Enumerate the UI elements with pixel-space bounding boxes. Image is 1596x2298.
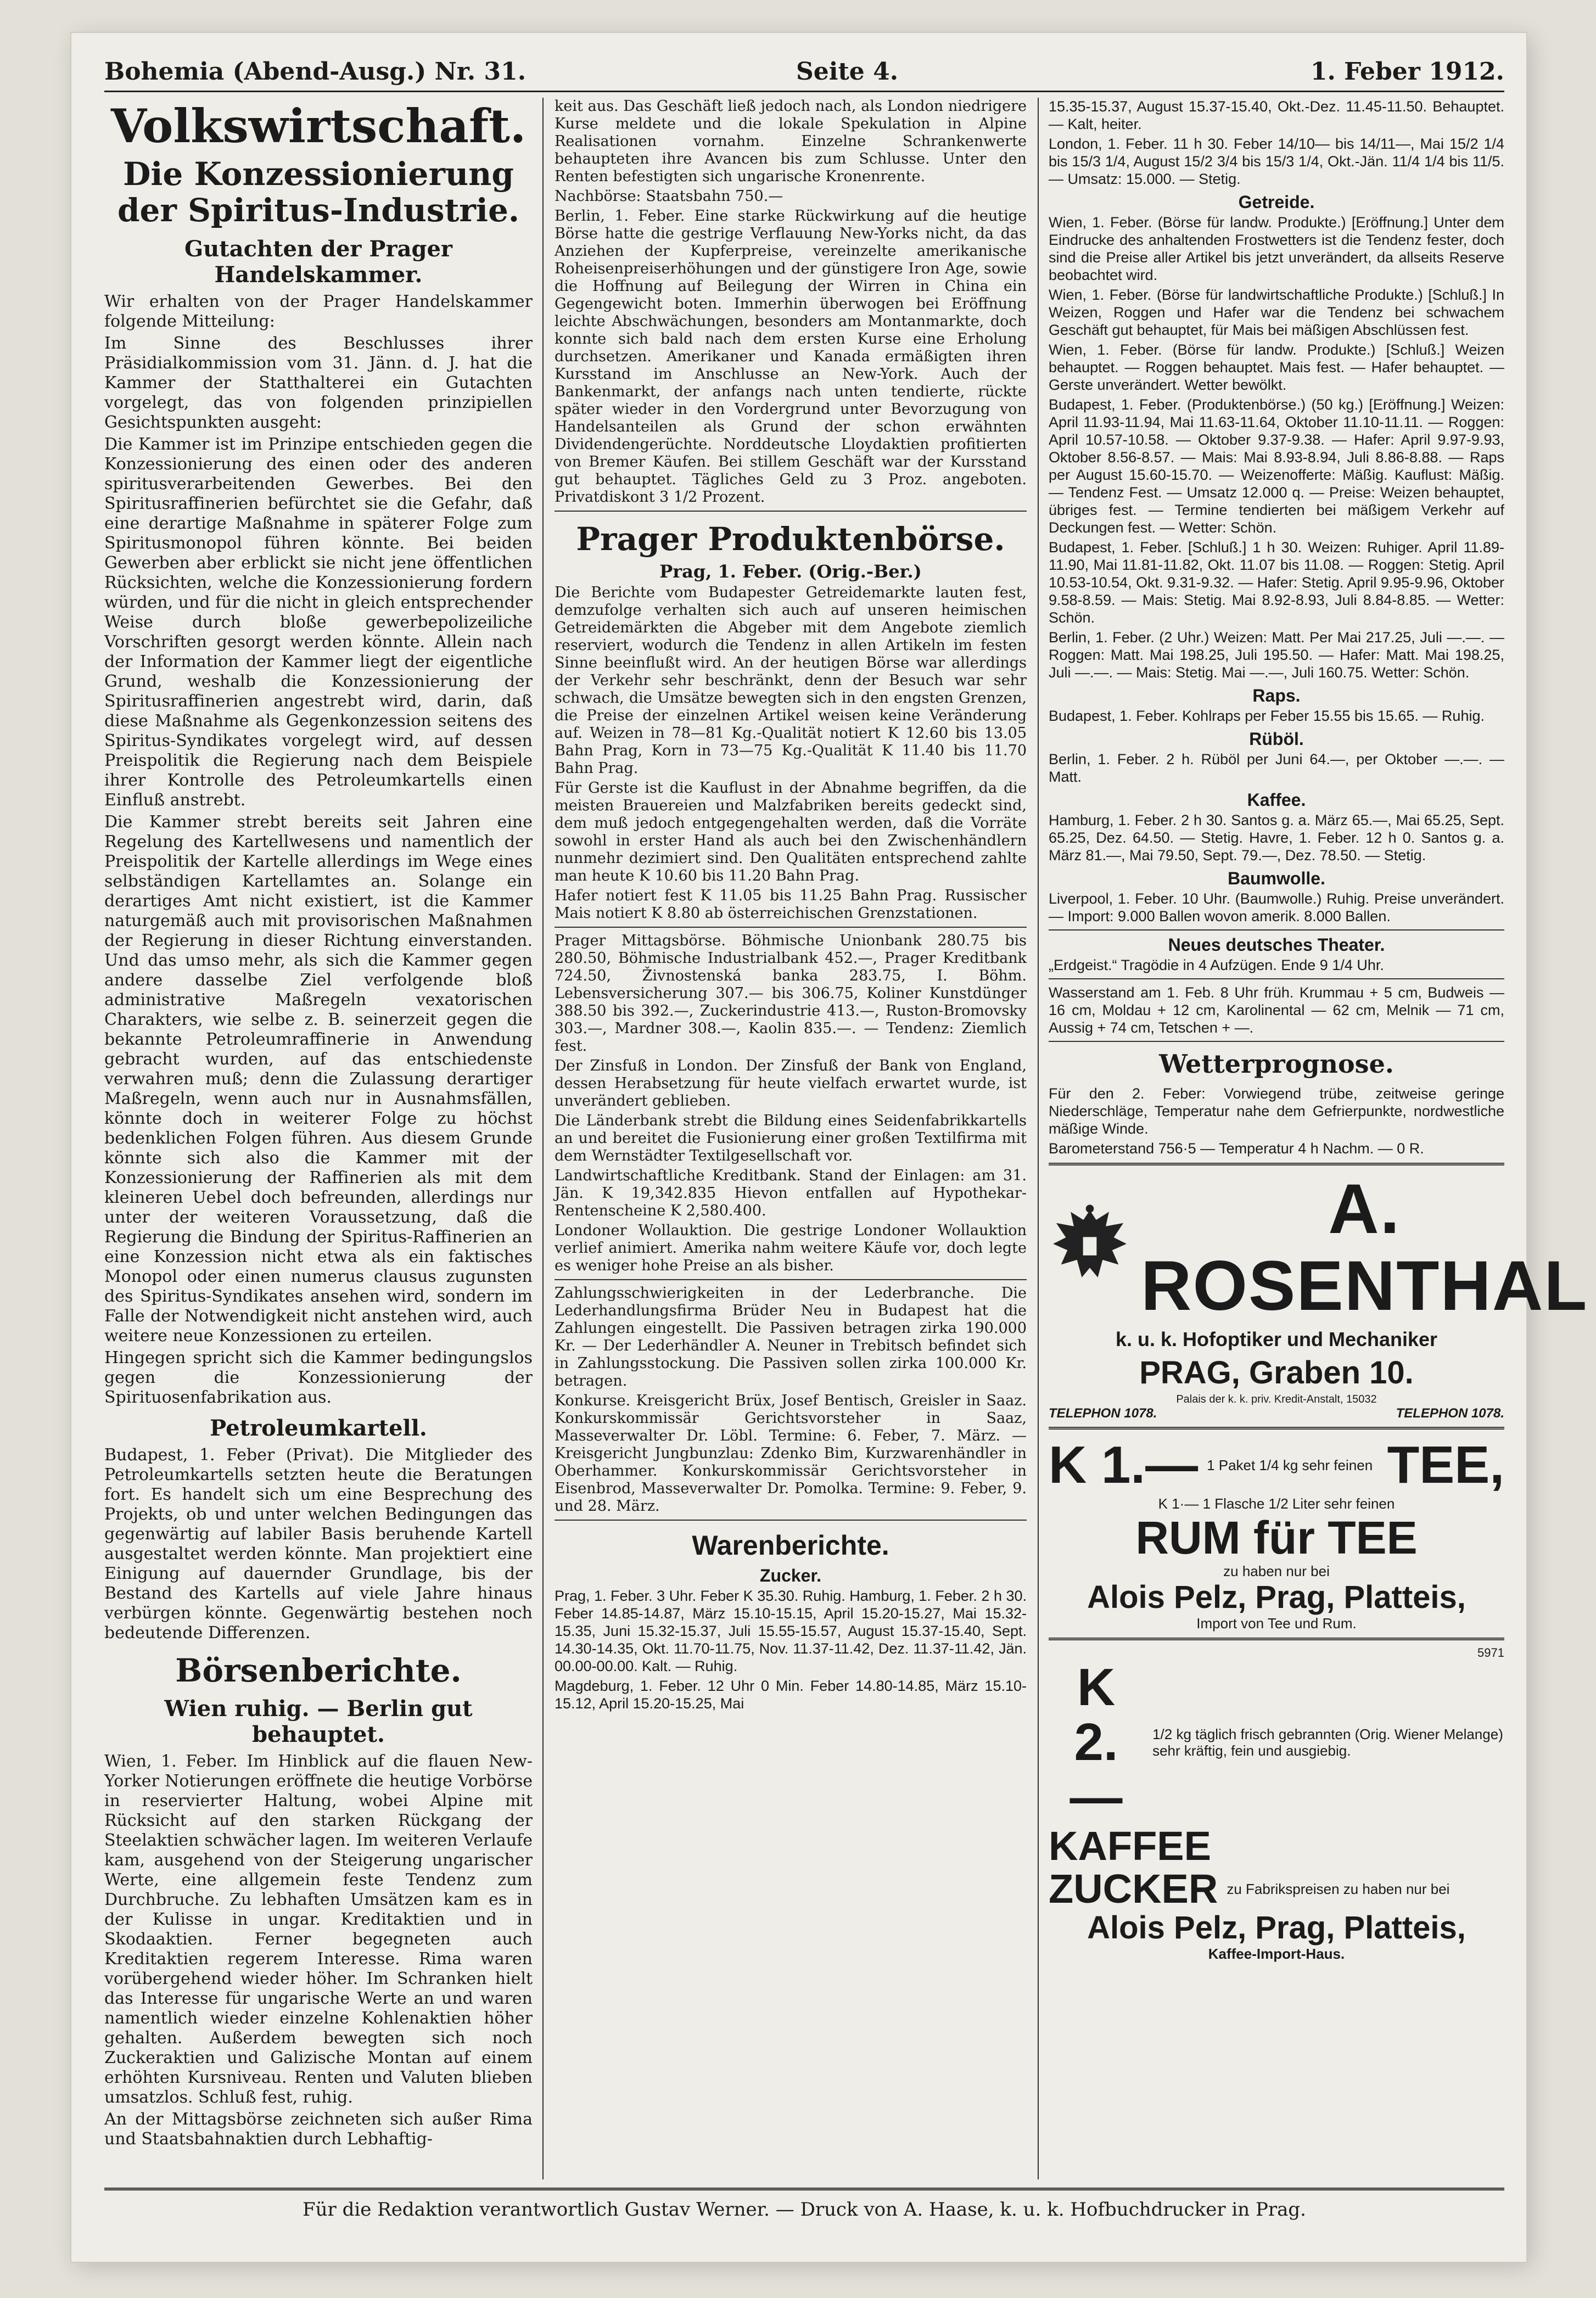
zahlung-text: Zahlungsschwierigkeiten in der Lederbranche. Die Lederhandlungsfirma Brüder Neu in Budapest hat die Zahlungen eingestellt. Die Passiven betragen zirka 190.000 Kr. — Der Lederhändler A. Neuner in Trebitsch befindet sich in Zahlungsstockung. Die Passiven sollen zirka 100.000 Kr. betragen. [555, 1285, 1027, 1389]
article-paragraph: Die Kammer ist im Prinzipe entschieden gegen die Konzessionierung des einen oder des anderen spiritusverarbeitenden Gewerbes. Bei den Spiritusraffinerien befürchtet sie die Gefahr, daß eine derartige Maßnahme in späterer Folge zum Spiritusmonopol führen könnte. Bei beiden Gewerben aber erblickt sie nicht jene öffentlichen Rücksichten, welche die Konzessionierung fordern würden, und für die nicht in gleich entsprechender Weise durch bloße gewerbepolizeiliche Vorschriften gesorgt werden könnte. Allein nach der Information der Kammer liegt der eigentliche Grund, weshalb die Konzessionierung der Spiritusraffinerien angestrebt wird, darin, daß diese Maßnahme als Gegenkonzession seitens des Spiritus-Syndikates vorgelegt wird, auf dessen Preispolitik die Regierung nach dem Beispiele ihrer Kontrolle des Petroleumkartells einen Einfluß anstrebt. [104, 435, 533, 810]
laenderbank-text: Die Länderbank strebt die Bildung eines Seidenfabrikkartells an und bereitet die Fusionierung einer großen Textilfirma mit dem Wernstädter Textilgesellschaft vor. [555, 1112, 1027, 1164]
newspaper-page [71, 33, 1588, 2262]
ad-rosenthal-code: 15032 [1346, 1393, 1377, 1405]
kaffee-heading: Kaffee. [1247, 790, 1306, 810]
wetter-text: Für den 2. Feber: Vorwiegend trübe, zeitweise geringe Niederschläge, Temperatur nahe dem Gefrierpunkte, nordwestliche mäßige Winde. [1049, 1085, 1504, 1137]
petroleum-text: Budapest, 1. Feber (Privat). Die Mitglieder des Petroleumkartells setzten heute die Beratungen fort. Es handelt sich um eine Besprechung des Projekts, ob und unter welchen Bedingungen das gegenwärtig auf labiler Basis beruhende Kartell ausgestaltet werden könnte. Man projektiert eine Einigung auf dauernder Grundlage, bis der Bestand des Kartells auf viele Jahre hinaus verbürgen könnte. Gegenwärtig bestehen noch bedeutende Differenzen. [104, 1445, 533, 1643]
ad-kaffee-zucker [1049, 1646, 1504, 1963]
continued-text: keit aus. Das Geschäft ließ jedoch nach, als London niedrigere Kurse meldete und die lokale Spekulation in Alpine Realisationen vornahm. Einzelne Schrankenwerte behaupteten ihre Avancen bis zum Schlusse. Unter den Renten befestigten sich ungarische Kronenrente. [555, 98, 1027, 185]
getreide-heading: Getreide. [1238, 192, 1315, 212]
ad-rosenthal [1049, 1170, 1588, 1421]
hafer-text: Hafer notiert fest K 11.05 bis 11.25 Bahn Prag. Russischer Mais notiert K 8.80 ab österreichischen Grenzstationen. [555, 887, 1027, 922]
ad-tee-small: zu haben nur bei [1223, 1563, 1330, 1579]
landwirt-text: Landwirtschaftliche Kreditbank. Stand der Einlagen: am 31. Jän. K 19,342.835 Hievon entfallen auf Hypothekar-Rentenscheine K 2,580.400. [555, 1167, 1027, 1219]
ad-tee-import: Import von Tee und Rum. [1196, 1615, 1357, 1632]
header-date: 1. Feber 1912. [1310, 58, 1504, 86]
ad-tee-dealer: Alois Pelz, Prag, Platteis, [1087, 1579, 1466, 1615]
column-2 [555, 98, 1027, 2179]
petroleum-heading: Petroleumkartell. [210, 1415, 427, 1441]
page-header [104, 58, 1504, 92]
article-paragraph: Hingegen spricht sich die Kammer bedingungslos gegen die Konzessionierung der Spirituosenfabrikation aus. [104, 1348, 533, 1407]
ad-rum-title: RUM für TEE [1135, 1512, 1418, 1563]
column-1 [104, 98, 533, 2179]
zinsfuss-text: Der Zinsfuß in London. Der Zinsfuß der Bank von England, dessen Herabsetzung für heute vielfach erwartet wurde, ist unverändert geblieben. [555, 1057, 1027, 1109]
ad-rosenthal-address: PRAG, Graben 10. [1139, 1355, 1414, 1391]
page-footer: Für die Redaktion verantwortlich Gustav Werner. — Druck von A. Haase, k. u. k. Hofbuchdrucker in Prag. [104, 2188, 1504, 2229]
ad-tee-rum [1049, 1435, 1504, 1632]
produkten-dateline: Prag, 1. Feber. (Orig.-Ber.) [659, 561, 922, 582]
article-paragraph: Im Sinne des Beschlusses ihrer Präsidialkommission vom 31. Jänn. d. J. hat die Kammer der Statthalterei ein Gutachten vorgelegt, das von folgenden prinzipiellen Gesichtspunkten ausgeht: [104, 334, 533, 432]
divider [1049, 978, 1504, 979]
column-rule [542, 98, 544, 2179]
raps-text: Budapest, 1. Feber. Kohlraps per Feber 15.55 bis 15.65. — Ruhig. [1049, 708, 1485, 724]
column-3 [1049, 98, 1588, 2179]
ad-kaffee-desc: 1/2 kg täglich frisch gebrannten (Orig. Wiener Melange) sehr kräftig, fein und ausgiebig. [1152, 1726, 1503, 1759]
article-paragraph: Wir erhalten von der Prager Handelskammer folgende Mitteilung: [104, 292, 533, 331]
gerste-text: Für Gerste ist die Kauflust in der Abnahme begriffen, da die meisten Brauereien und Malzfabriken bereits gedeckt sind, dem muß jedoch entgegengehalten werden, daß die Vorräte sowohl in erster Hand als auch bei den Zwischenhändlern nunmehr dezimiert sind. Den Qualitäten entsprechend zahlte man heute K 10.60 bis 11.20 Bahn Prag. [555, 780, 1027, 884]
divider [1049, 1427, 1504, 1430]
ad-rum-line: K 1·— 1 Flasche 1/2 Liter sehr feinen [1158, 1495, 1395, 1512]
ad-rosenthal-telephone-left: TELEPHON 1078. [1049, 1406, 1157, 1421]
warenberichte-heading: Warenberichte. [692, 1530, 889, 1561]
article-paragraph: Die Kammer strebt bereits seit Jahren eine Regelung des Kartellwesens und namentlich der Preispolitik der Kartelle allerdings im Wege eines selbständigen Kartellamtes an. Solange ein derartiges Amt nicht existiert, ist die Kammer naturgemäß auch mit provisorischen Maßnahmen der Regierung in dieser Richtung einverstanden. Und das umso mehr, als sich die Kammer gegen andere dasselbe Ziel verfolgende bloß administrative Maßregeln vexatorischen Charakters, wie selbe z. B. seinerzeit gegen die bekannte Petroleumraffinerie in Anwendung gebracht wurden, auf das entschiedenste verwahren muß; denn die Zulassung derartiger Maßregeln, wenn auch nur in Ausnahmsfällen, könnte doch in weiterer Folge zu höchst bedenklichen Folgen führen. Aus diesem Grunde könnte sich also die Kammer mit der Konzessionierung der Raffinerien als mit dem kleineren Uebel doch befreunden, allerdings nur unter der weiteren Voraussetzung, daß die Regierung die Bindung der Spiritus-Raffinerien an eine Konzession nicht etwa als ein faktisches Monopol oder einen numerus clausus zugunsten des Spiritus-Syndikates ansehen wird, sondern im Falle der Notwendigkeit nicht anstehen wird, auch weitere neue Konzessionen zu erteilen. [104, 812, 533, 1346]
double-eagle-emblem [1049, 1204, 1131, 1292]
wien-report-1: Wien, 1. Feber. (Börse für landw. Produkte.) [Eröffnung.] Unter dem Eindrucke des anhaltenden Frostwetters ist die Tendenz fester, doch sind die Preise aller Artikel bis jetzt unverändert, da allseits Reserve beobachtet wird. [1049, 214, 1504, 283]
mittagsboerse-text: Prager Mittagsbörse. Böhmische Unionbank 280.75 bis 280.50, Böhmische Industrialbank 452.—, Prager Kreditbank 724.50, Živnostenská banka 283.75, I. Böhm. Lebensversicherung 307.— bis 306.75, Koliner Kunstdünger 388.50 bis 392.—, Zuckerindustrie 413.—, Ruston-Bromovsky 303.—, Mardner 308.—, Kaolin 835.—. — Tendenz: Ziemlich fest. [555, 932, 1027, 1055]
divider [1049, 1163, 1504, 1165]
budapest-report-1: Budapest, 1. Feber. (Produktenbörse.) (50 kg.) [Eröffnung.] Weizen: April 11.93-11.94, Mai 11.63-11.64, Oktober 11.10-11.11. — Roggen: April 10.57-10.58. — Oktober 9.37-9.38. — Hafer: April 9.97-9.93, Oktober 8.56-8.57. — Mais: Mai 8.93-8.94, Juli 8.86-8.88. — Raps per August 15.60-15.70. — Weizenofferte: Mäßig. Kauflust: Mäßig. — Tendenz Fest. — Umsatz 12.000 q. — Preise: Weizen behauptet, übriges fest. — Termine tendierten bei mäßigem Verkehr auf Deckungen fest. — Wetter: Schön. [1049, 396, 1504, 536]
london-text: London, 1. Feber. 11 h 30. Feber 14/10— bis 14/11—, Mai 15/2 1/4 bis 15/3 1/4, August 15/2 3/4 bis 15/3 1/4, Okt.-Jän. 11/4 1/4 bis 11/5. — Umsatz: 15.000. — Stetig. [1049, 136, 1504, 187]
kaffee-text: Hamburg, 1. Feber. 2 h 30. Santos g. a. März 65.—, Mai 65.25, Sept. 65.25, Dez. 64.50. — Stetig. Havre, 1. Feber. 12 h 0. Santos g. a. März 81.—, Mai 79.50, Sept. 79.—, Dez. 78.50. — Stetig. [1049, 812, 1504, 864]
produkten-heading: Prager Produktenbörse. [576, 520, 1005, 558]
ad-zucker-desc: zu Fabrikspreisen zu haben nur bei [1227, 1881, 1450, 1897]
ad-tee-price: K 1.— [1049, 1436, 1199, 1494]
divider [555, 927, 1027, 928]
produkten-text: Die Berichte vom Budapester Getreidemarkte lauten fest, demzufolge verhalten sich auch auf unseren heimischen Getreidemärkten die Abgeber mit dem Angebote ziemlich reserviert, wodurch die Tendenz in allen Artikeln im festen Sinne beeinflußt wird. An der heutigen Börse war allerdings der Verkehr sehr beschränkt, denn der Besuch war sehr schwach, die Umsätze bewegten sich in den engsten Grenzen, die Preise der einzelnen Artikel weisen keine Veränderung auf. Weizen in 78—81 Kg.-Qualität notiert K 12.60 bis 13.05 Bahn Prag, Korn in 73—75 Kg.-Qualität K 11.40 bis 11.70 Bahn Prag. [555, 584, 1027, 777]
wetter-heading: Wetterprognose. [1159, 1049, 1394, 1079]
ad-tee-desc: 1 Paket 1/4 kg sehr feinen [1207, 1457, 1373, 1473]
divider [1049, 1041, 1504, 1042]
wien-report-3: Wien, 1. Feber. (Börse für landw. Produkte.) [Schluß.] Weizen behauptet. — Roggen behauptet. Mais fest. — Hafer behauptet. — Gerste unverändert. Wetter bewölkt. [1049, 341, 1504, 393]
divider [555, 1520, 1027, 1521]
ad-kaffee-code: 5971 [1477, 1646, 1504, 1660]
divider [1049, 929, 1504, 931]
ad-kaffee-import: Kaffee-Import-Haus. [1208, 1946, 1345, 1962]
ad-zucker-word: ZUCKER [1049, 1866, 1218, 1912]
ad-kaffee-price: K 2.— [1069, 1658, 1123, 1826]
wollauktion-text: Londoner Wollauktion. Die gestrige Londoner Wollauktion verlief animiert. Amerika nahm weitere Käufe vor, doch legte es weniger hohe Preise an als bisher. [555, 1222, 1027, 1274]
boerse-subheading: Wien ruhig. — Berlin gut behauptet. [164, 1696, 473, 1747]
header-left: Bohemia (Abend-Ausg.) Nr. 31. [104, 58, 527, 86]
boerse-text-tail: An der Mittagsbörse zeichneten sich außer Rima und Staatsbahnaktien durch Lebhaftig- [104, 2110, 533, 2149]
boerse-text: Wien, 1. Feber. Im Hinblick auf die flauen New-Yorker Notierungen eröffnete die heutige Vorbörse in reservierter Haltung, wobei Alpine mit Rücksicht auf den starken Rückgang der Steelaktien schwächer lagen. Im weiteren Verlaufe kam, ausgehend von der Steigerung ungarischer Werte, eine allgemein feste Tendenz zum Durchbruche. Zu lebhaften Umsätzen kam es in der Kulisse in ungar. Kreditaktien und in Skodaaktien. Ferner begegneten auch Kreditaktien regerem Interesse. Rima waren vorübergehend wieder höher. Im Schranken hielt das Interesse für ungarische Werte an und waren namentlich wieder einzelne Kohlenaktien höher gehalten. Außerdem bewegten sich noch Zuckeraktien und Galizische Montan auf einem erhöhten Kursniveau. Renten und Valuten blieben umsatzlos. Schluß fest, ruhig. [104, 1752, 533, 2107]
baumwolle-heading: Baumwolle. [1228, 868, 1325, 888]
rueboel-heading: Rüböl. [1249, 729, 1304, 749]
ad-rosenthal-telephone-right: TELEPHON 1078. [1396, 1406, 1504, 1421]
budapest-report-2: Budapest, 1. Feber. [Schluß.] 1 h 30. Weizen: Ruhiger. April 11.89-11.90, Mai 11.81-11.82, Okt. 11.07 bis 11.08. — Roggen: Stetig. April 10.53-10.54, Okt. 9.31-9.32. — Hafer: Stetig. April 9.95-9.96, Oktober 9.58-8.59. — Mais: Stetig. Mai 8.92-8.93, Juli 8.84-8.85. — Wetter: Schön. [1049, 539, 1504, 626]
berlin-report: Berlin, 1. Feber. Eine starke Rückwirkung auf die heutige Börse hatte die gestrige Verflauung New-Yorks nicht, da das Anziehen der Kupferpreise, vereinzelte amerikanische Roheisenpreiserhöhungen und der günstigere Iron Age, sowie die Hoffnung auf Beilegung der Wirren in China ein Gegengewicht boten. Immerhin überwogen bei Eröffnung leichte Abschwächungen, besonders am Montanmarkte, doch konnte sich bald nach dem ersten Kurse eine Erholung durchsetzen. Amerikaner und Kanada ermäßigten ihren Kursstand im Anschlusse an New-York. Auch der Bankenmarkt, der anfangs nach unten tendierte, rückte später wieder in den Vordergrund unter Bevorzugung von Handelsanteilen als Grund der schon erwähnten Dividendengerüchte. Norddeutsche Lloydaktien profitierten von Bremer Käufen. Bei stillem Geschäft war der Kursstand gut behauptet. Tägliches Geld zu 3 Proz. angeboten. Privatdiskont 3 1/2 Prozent. [555, 208, 1027, 506]
baumwolle-text: Liverpool, 1. Feber. 10 Uhr. (Baumwolle.) Ruhig. Preise unverändert. — Import: 9.000 Ballen wovon amerik. 8.000 Ballen. [1049, 890, 1504, 924]
ad-rosenthal-title: k. u. k. Hofoptiker und Mechaniker [1115, 1328, 1438, 1350]
divider [555, 1279, 1027, 1280]
boerse-heading: Börsenberichte. [175, 1652, 462, 1689]
rueboel-text: Berlin, 1. Feber. 2 h. Rüböl per Juni 64.—, per Oktober —.—. — Matt. [1049, 751, 1504, 785]
ad-kaffee-dealer: Alois Pelz, Prag, Platteis, [1087, 1910, 1466, 1946]
ad-rosenthal-palais: Palais der k. k. priv. Kredit-Anstalt, [1176, 1393, 1343, 1405]
magdeburg-text: Magdeburg, 1. Feber. 12 Uhr 0 Min. Feber 14.80-14.85, März 15.10-15.12, April 15.20-15.25, Mai [555, 1678, 1027, 1712]
article-title: Die Konzessionierung der Spiritus-Industrie. [117, 155, 520, 229]
theater-text: „Erdgeist.“ Tragödie in 4 Aufzügen. Ende 9 1/4 Uhr. [1049, 957, 1384, 973]
zucker-text: Prag, 1. Feber. 3 Uhr. Feber K 35.30. Ruhig. Hamburg, 1. Feber. 2 h 30. Feber 14.85-14.87, März 15.10-15.15, April 15.20-15.27, Mai 15.32-15.35, Juni 15.32-15.37, Juli 15.55-15.57, August 15.37-15.40, Sept. 14.30-14.35, Okt. 11.70-11.75, Nov. 11.37-11.42, Dez. 11.37-11.42, Jän. 00.00-00.00. Kalt. — Ruhig. [555, 1588, 1027, 1674]
divider [1049, 1638, 1504, 1640]
theater-heading: Neues deutsches Theater. [1168, 935, 1385, 955]
divider [555, 511, 1027, 512]
barometer-text: Barometerstand 756·5 — Temperatur 4 h Nachm. — 0 R. [1049, 1140, 1424, 1157]
nachboerse: Nachbörse: Staatsbahn 750.— [555, 188, 783, 205]
section-title: Volkswirtschaft. [110, 99, 527, 153]
wasserstand-text: Wasserstand am 1. Feb. 8 Uhr früh. Krummau + 5 cm, Budweis — 16 cm, Moldau + 12 cm, Karolinental — 62 cm, Melnik — 71 cm, Aussig + 74 cm, Tetschen + —. [1049, 984, 1504, 1036]
ad-kaffee-word: KAFFEE [1049, 1823, 1211, 1869]
ad-tee-word: TEE, [1387, 1436, 1504, 1494]
raps-heading: Raps. [1252, 686, 1301, 705]
continued-text: 15.35-15.37, August 15.37-15.40, Okt.-Dez. 11.45-11.50. Behauptet. — Kalt, heiter. [1049, 98, 1504, 132]
wien-report-2: Wien, 1. Feber. (Börse für landwirtschaftliche Produkte.) [Schluß.] In Weizen, Roggen und Hafer war die Tendenz bei schwachem Geschäft gut behauptet, für Mais bei mäßigen Abschlüssen fest. [1049, 287, 1504, 338]
column-rule [1038, 98, 1039, 2179]
konkurse-text: Konkurse. Kreisgericht Brüx, Josef Bentisch, Greisler in Saaz. Konkurskommissär Gerichtsvorsteher in Saaz, Masseverwalter Dr. Löbl. Termine: 6. Feber, 7. März. — Kreisgericht Jungbunzlau: Zdenko Bim, Kurzwarenhändler in Oberhammer. Konkurskommissär Gerichtsvorsteher in Eisenbrod, Masseverwalter Dr. Pomolka. Termine: 9. Feber, 9. und 28. März. [555, 1392, 1027, 1515]
article-subtitle: Gutachten der Prager Handelskammer. [184, 236, 452, 288]
ad-rosenthal-name: A. ROSENTHAL [1141, 1170, 1588, 1325]
header-page-number: Seite 4. [796, 58, 899, 86]
berlin-grain-report: Berlin, 1. Feber. (2 Uhr.) Weizen: Matt. Per Mai 217.25, Juli —.—. — Roggen: Matt. Mai 198.25, Juli 195.50. — Hafer: Matt. Mai 198.25, Juli —.—. — Mais: Stetig. Mai —.—, Juli 160.75. Wetter: Schön. [1049, 629, 1504, 681]
zucker-heading: Zucker. [759, 1566, 822, 1585]
